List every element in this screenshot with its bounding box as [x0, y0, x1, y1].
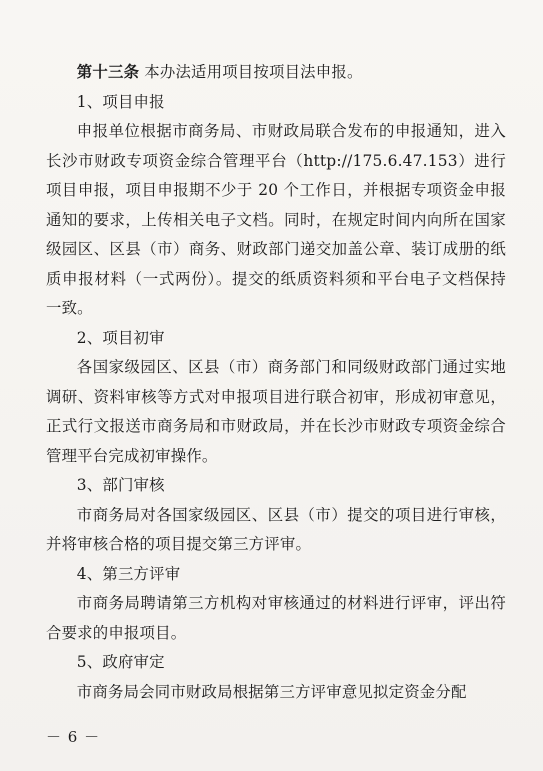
section-paragraph-5: 市商务局会同市财政局根据第三方评审意见拟定资金分配: [76, 682, 467, 701]
section-paragraph-1: 申报单位根据市商务局、市财政局联合发布的申报通知，进入长沙市财政专项资金综合管理平台（http://175.6.47.153）进行项目申报，项目申报期不少于 20 个工作日，并根据专项资金申报通知的要求，上传相关电子文档。同时，在规定时间内向所在国家级园区、区县（市）商务、财政部门递交加盖公章、装订成册的纸质申报材料（一式两份）。提交的纸质资料须和平台电子文档保持一致。: [46, 122, 506, 317]
section-paragraph-2: 各国家级园区、区县（市）商务部门和同级财政部门通过实地调研、资料审核等方式对申报项目进行联合初审，形成初审意见，正式行文报送市商务局和市财政局，并在长沙市财政专项资金综合管理平台完成初审操作。: [46, 358, 506, 465]
section-paragraph-3: 市商务局对各国家级园区、区县（市）提交的项目进行审核，并将审核合格的项目提交第三方评审。: [46, 505, 506, 553]
article-intro: [46, 58, 506, 88]
section-heading-4: 4、第三方评审: [76, 564, 181, 583]
section-heading-5: 5、政府审定: [76, 653, 165, 671]
document-body: [46, 58, 506, 707]
section-heading-1: 1、项目申报: [76, 92, 165, 111]
section-heading-2: 2、项目初审: [76, 328, 165, 347]
section-heading-3: 3、部门审核: [76, 476, 165, 494]
article-intro-text: 本办法适用项目按项目法申报。: [144, 63, 363, 81]
article-number: 第十三条: [76, 63, 140, 81]
page-number: － 6 －: [46, 728, 101, 746]
section-paragraph-4: 市商务局聘请第三方机构对审核通过的材料进行评审，评出符合要求的申报项目。: [46, 594, 506, 642]
